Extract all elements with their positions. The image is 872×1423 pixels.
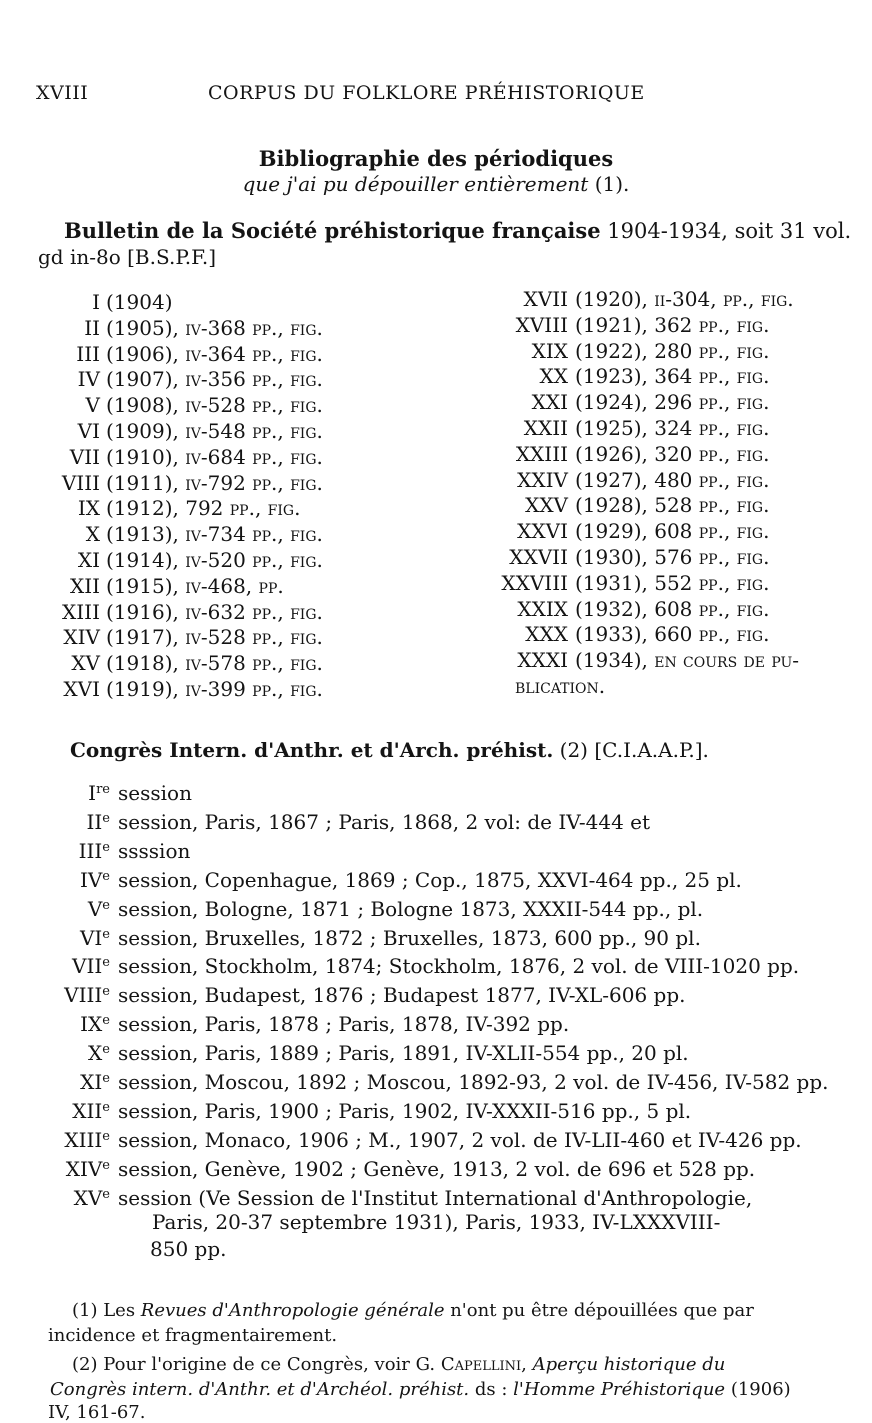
vol-year: (1907), — [106, 367, 179, 392]
right-vol-entry — [575, 442, 769, 466]
session-text: session, Copenhague, 1869 ; Cop., 1875, XXVI-464 pp., 25 pl. — [118, 867, 742, 892]
bulletin-format: gd in-8o [B.S.P.F.] — [38, 245, 217, 269]
section-subtitle — [0, 172, 872, 196]
session-text: ssssion — [118, 838, 191, 863]
session-ordinal-suffix: e — [102, 810, 110, 826]
left-vol-numeral: VII — [69, 444, 100, 469]
session-text: session, Monaco, 1906 ; M., 1907, 2 vol. de IV-LII-460 et IV-426 pp. — [118, 1127, 802, 1152]
vol-year: (1904) — [106, 290, 173, 314]
right-vol-numeral: XVII — [523, 287, 568, 311]
left-vol-numeral: IV — [77, 367, 100, 392]
left-vol-numeral: I — [92, 290, 100, 314]
vol-description: iv-632 pp., fig. — [178, 599, 323, 624]
vol-year: (1914), — [106, 548, 179, 572]
session-ordinal-suffix: e — [102, 897, 110, 913]
footnote-2-ds: ds : — [474, 1379, 508, 1400]
right-vol-entry — [575, 648, 799, 672]
session-ordinal: IIe — [86, 809, 110, 834]
vol-year: (1908), — [106, 393, 179, 418]
vol-description: iv-528 pp., fig. — [178, 625, 323, 650]
session-ordinal-suffix: e — [102, 1099, 110, 1115]
session-ordinal: IIIe — [78, 838, 110, 863]
vol-description: iv-734 pp., fig. — [178, 522, 323, 547]
footnote-1-marker: (1) Les — [72, 1300, 136, 1321]
vol-year: (1922), — [575, 338, 648, 363]
session-ordinal-suffix: e — [102, 1042, 110, 1058]
vol-year: (1913), — [106, 522, 179, 547]
session-ordinal-suffix: e — [102, 839, 110, 855]
left-vol-numeral: IX — [77, 496, 100, 521]
vol-year: (1934), — [575, 648, 648, 673]
session-ordinal-suffix: e — [102, 868, 110, 884]
right-vol-entry — [575, 519, 769, 543]
session-ordinal: IXe — [80, 1012, 110, 1037]
vol-description: 552 pp., fig. — [647, 570, 770, 595]
session-text: session, Paris, 1889 ; Paris, 1891, IV-XLII-554 pp., 20 pl. — [118, 1041, 689, 1066]
session-ordinal-suffix: e — [102, 955, 110, 971]
left-vol-numeral: VI — [77, 419, 100, 443]
vol-year: (1911), — [106, 470, 179, 495]
session-ordinal: VIe — [79, 925, 110, 950]
vol-description: iv-684 pp., fig. — [178, 444, 323, 469]
session-ordinal-suffix: e — [102, 926, 110, 942]
vol-year: (1918), — [106, 651, 179, 676]
footnote-2-line3: IV, 161-67. — [48, 1402, 146, 1423]
vol-description: iv-520 pp., fig. — [178, 548, 323, 572]
vol-year: (1915), — [106, 573, 179, 598]
left-vol-numeral: V — [85, 393, 100, 418]
right-vol-entry — [575, 493, 769, 517]
left-vol-numeral: II — [84, 315, 100, 340]
left-vol-numeral: X — [85, 522, 100, 547]
vol-description: iv-468, pp. — [178, 573, 284, 598]
footnote-2-line2-italic: Congrès intern. d'Anthr. et d'Archéol. préhist. — [50, 1379, 470, 1400]
footnote-2-marker: (2) Pour l'origine de ce Congrès, voir G. — [72, 1354, 436, 1375]
right-vol-entry — [575, 364, 769, 388]
vol-year: (1930), — [575, 545, 648, 569]
session-ordinal: Xe — [88, 1041, 110, 1066]
vol-description: blication. — [515, 674, 606, 698]
right-vol-numeral: XXI — [531, 390, 568, 415]
right-vol-numeral: XXIX — [517, 596, 568, 621]
vol-description: 364 pp., fig. — [647, 364, 770, 389]
vol-description: 296 pp., fig. — [647, 390, 770, 415]
vol-description: iv-528 pp., fig. — [178, 393, 323, 418]
congress-title-line — [70, 738, 709, 762]
session-continuation-2: 850 pp. — [150, 1237, 227, 1261]
vol-description: 320 pp., fig. — [647, 441, 770, 466]
right-vol-numeral: XXIV — [517, 467, 568, 492]
footnote-2-author: Capellini — [440, 1354, 522, 1375]
vol-description: iv-356 pp., fig. — [178, 367, 323, 392]
vol-description: 792 pp., fig. — [178, 496, 301, 521]
session-ordinal: VIIe — [72, 954, 110, 979]
vol-description: iv-364 pp., fig. — [178, 341, 323, 366]
footnote-1-rest: n'ont pu être dépouillées que par — [450, 1300, 754, 1321]
right-vol-entry — [575, 339, 769, 363]
right-vol-numeral: XXVII — [509, 545, 568, 569]
right-vol-numeral: XXV — [525, 493, 568, 518]
vol-year: (1906), — [106, 341, 179, 366]
congress-title: Congrès Intern. d'Anthr. et d'Arch. préhist. — [70, 738, 554, 762]
session-ordinal-suffix: e — [102, 1071, 110, 1086]
left-vol-numeral: III — [76, 341, 100, 366]
session-ordinal: XIVe — [65, 1156, 110, 1181]
session-text: session, Budapest, 1876 ; Budapest 1877, IV-XL-606 pp. — [118, 983, 686, 1008]
session-text: session, Paris, 1867 ; Paris, 1868, 2 vol: de IV-444 et — [118, 809, 651, 834]
vol-year: (1931), — [575, 570, 648, 595]
vol-description: iv-368 pp., fig. — [178, 315, 323, 340]
right-vol-numeral: XXIII — [515, 441, 568, 466]
session-text: session — [118, 781, 192, 805]
left-vol-entry — [106, 677, 323, 701]
right-vol-numeral: XXVI — [517, 519, 568, 544]
right-vol-numeral: XVIII — [515, 312, 568, 337]
congress-title-note: (2) [C.I.A.A.P.]. — [559, 738, 709, 762]
left-vol-numeral: XV — [71, 651, 100, 676]
session-ordinal-suffix: re — [96, 782, 110, 797]
session-continuation-1: Paris, 20-37 septembre 1931), Paris, 1933, IV-LXXXVIII- — [152, 1210, 721, 1234]
left-vol-numeral: XIII — [62, 599, 100, 624]
vol-year: (1932), — [575, 596, 648, 621]
session-ordinal: XVe — [73, 1185, 110, 1210]
vol-description: 480 pp., fig. — [647, 467, 770, 492]
bulletin-name: Bulletin de la Société préhistorique française — [64, 218, 601, 243]
session-ordinal: VIIIe — [64, 983, 110, 1008]
footnote-2: (2) Pour l'origine de ce Congrès, voir G. Capellini, Aperçu historique du — [72, 1354, 726, 1375]
right-vol-numeral: XX — [539, 364, 568, 389]
section-title: Bibliographie des périodiques — [258, 146, 614, 171]
right-vol-entry — [575, 287, 794, 311]
session-ordinal-suffix: e — [102, 1013, 110, 1029]
footnote-1-italic: Revues d'Anthropologie générale — [140, 1300, 445, 1321]
left-vol-numeral: XVI — [63, 677, 100, 701]
right-vol-entry — [575, 571, 769, 595]
vol-description: 324 pp., fig. — [647, 416, 770, 440]
right-vol-entry — [575, 545, 769, 569]
vol-year: (1920), — [575, 287, 648, 311]
right-vol-entry — [575, 468, 769, 492]
subtitle-italic: que j'ai pu dépouiller entièrement — [242, 172, 589, 196]
right-vol-numeral: XXVIII — [501, 570, 568, 595]
session-ordinal-suffix: e — [102, 1157, 110, 1173]
vol-year: (1924), — [575, 390, 648, 415]
vol-description: iv-548 pp., fig. — [178, 419, 323, 443]
session-text: session, Bologne, 1871 ; Bologne 1873, XXXII-544 pp., pl. — [118, 896, 704, 921]
right-vol-entry — [515, 674, 605, 698]
subtitle-note: (1). — [594, 172, 630, 196]
right-vol-entry — [575, 622, 769, 646]
running-title: CORPUS DU FOLKLORE PRÉHISTORIQUE — [208, 82, 645, 104]
left-vol-numeral: XIV — [63, 625, 100, 650]
vol-year: (1921), — [575, 312, 648, 337]
session-ordinal-suffix: e — [102, 1186, 110, 1202]
vol-year: (1905), — [106, 315, 179, 340]
vol-description: iv-792 pp., fig. — [178, 470, 323, 495]
footnote-1-line2: incidence et fragmentairement. — [48, 1325, 338, 1346]
session-ordinal: XIIe — [72, 1098, 110, 1123]
session-ordinal: Ve — [87, 896, 110, 921]
session-text: session, Paris, 1878 ; Paris, 1878, IV-392 pp. — [118, 1012, 570, 1037]
vol-description: 528 pp., fig. — [647, 493, 770, 518]
vol-description: 576 pp., fig. — [647, 545, 770, 569]
bulletin-period: 1904-1934, soit 31 vol. — [607, 219, 852, 243]
session-text: session, Moscou, 1892 ; Moscou, 1892-93, 2 vol. de IV-456, IV-582 pp. — [118, 1070, 829, 1094]
right-vol-entry — [575, 416, 769, 440]
session-text: session, Bruxelles, 1872 ; Bruxelles, 1873, 600 pp., 90 pl. — [118, 925, 701, 950]
vol-year: (1933), — [575, 622, 648, 647]
footnote-2-year: (1906) — [730, 1379, 791, 1400]
session-ordinal-suffix: e — [102, 1128, 110, 1144]
footnote-2-journal: l'Homme Préhistorique — [513, 1379, 726, 1400]
vol-description: 660 pp., fig. — [647, 622, 770, 647]
vol-description: 608 pp., fig. — [647, 596, 770, 621]
session-text: session, Stockholm, 1874; Stockholm, 1876, 2 vol. de VIII-1020 pp. — [118, 954, 800, 979]
vol-year: (1912), — [106, 496, 179, 521]
vol-year: (1917), — [106, 625, 179, 650]
vol-description: iv-399 pp., fig. — [178, 677, 323, 701]
vol-year: (1927), — [575, 467, 648, 492]
vol-year: (1923), — [575, 364, 648, 389]
vol-description: en cours de pu- — [647, 648, 800, 673]
bulletin-title-line — [64, 218, 851, 243]
vol-year: (1910), — [106, 444, 179, 469]
left-vol-numeral: XI — [77, 548, 100, 572]
right-vol-numeral: XIX — [531, 338, 568, 363]
session-ordinal: Ire — [88, 781, 110, 805]
right-vol-entry — [575, 313, 769, 337]
vol-description: 362 pp., fig. — [647, 312, 770, 337]
session-ordinal: XIe — [80, 1070, 110, 1094]
vol-description: iv-578 pp., fig. — [178, 651, 323, 676]
vol-year: (1916), — [106, 599, 179, 624]
left-vol-numeral: XII — [69, 573, 100, 598]
session-ordinal-suffix: e — [102, 984, 110, 1000]
vol-year: (1919), — [106, 677, 179, 701]
vol-description: 280 pp., fig. — [647, 338, 770, 363]
footnote-2-line2 — [50, 1379, 791, 1400]
vol-year: (1925), — [575, 416, 648, 440]
vol-year: (1928), — [575, 493, 648, 518]
vol-description: 608 pp., fig. — [647, 519, 770, 544]
right-vol-numeral: XXXI — [517, 648, 568, 673]
session-ordinal: IVe — [79, 867, 110, 892]
right-vol-entry — [575, 597, 769, 621]
vol-year: (1909), — [106, 419, 179, 443]
session-text: session (Ve Session de l'Institut International d'Anthropologie, — [118, 1185, 753, 1210]
right-vol-numeral: XXII — [523, 416, 568, 440]
vol-year: (1926), — [575, 441, 648, 466]
vol-year: (1929), — [575, 519, 648, 544]
footnote-1 — [72, 1300, 754, 1321]
right-vol-entry — [575, 390, 769, 414]
right-vol-numeral: XXX — [525, 622, 568, 647]
session-text: session, Paris, 1900 ; Paris, 1902, IV-XXXII-516 pp., 5 pl. — [118, 1098, 692, 1123]
page-number: XVIII — [36, 82, 89, 104]
session-ordinal: XIIIe — [64, 1127, 110, 1152]
footnote-2-italic: Aperçu historique du — [532, 1354, 726, 1375]
session-text: session, Genève, 1902 ; Genève, 1913, 2 vol. de 696 et 528 pp. — [118, 1156, 756, 1181]
vol-description: ii-304, pp., fig. — [647, 287, 794, 311]
left-vol-numeral: VIII — [61, 470, 100, 495]
